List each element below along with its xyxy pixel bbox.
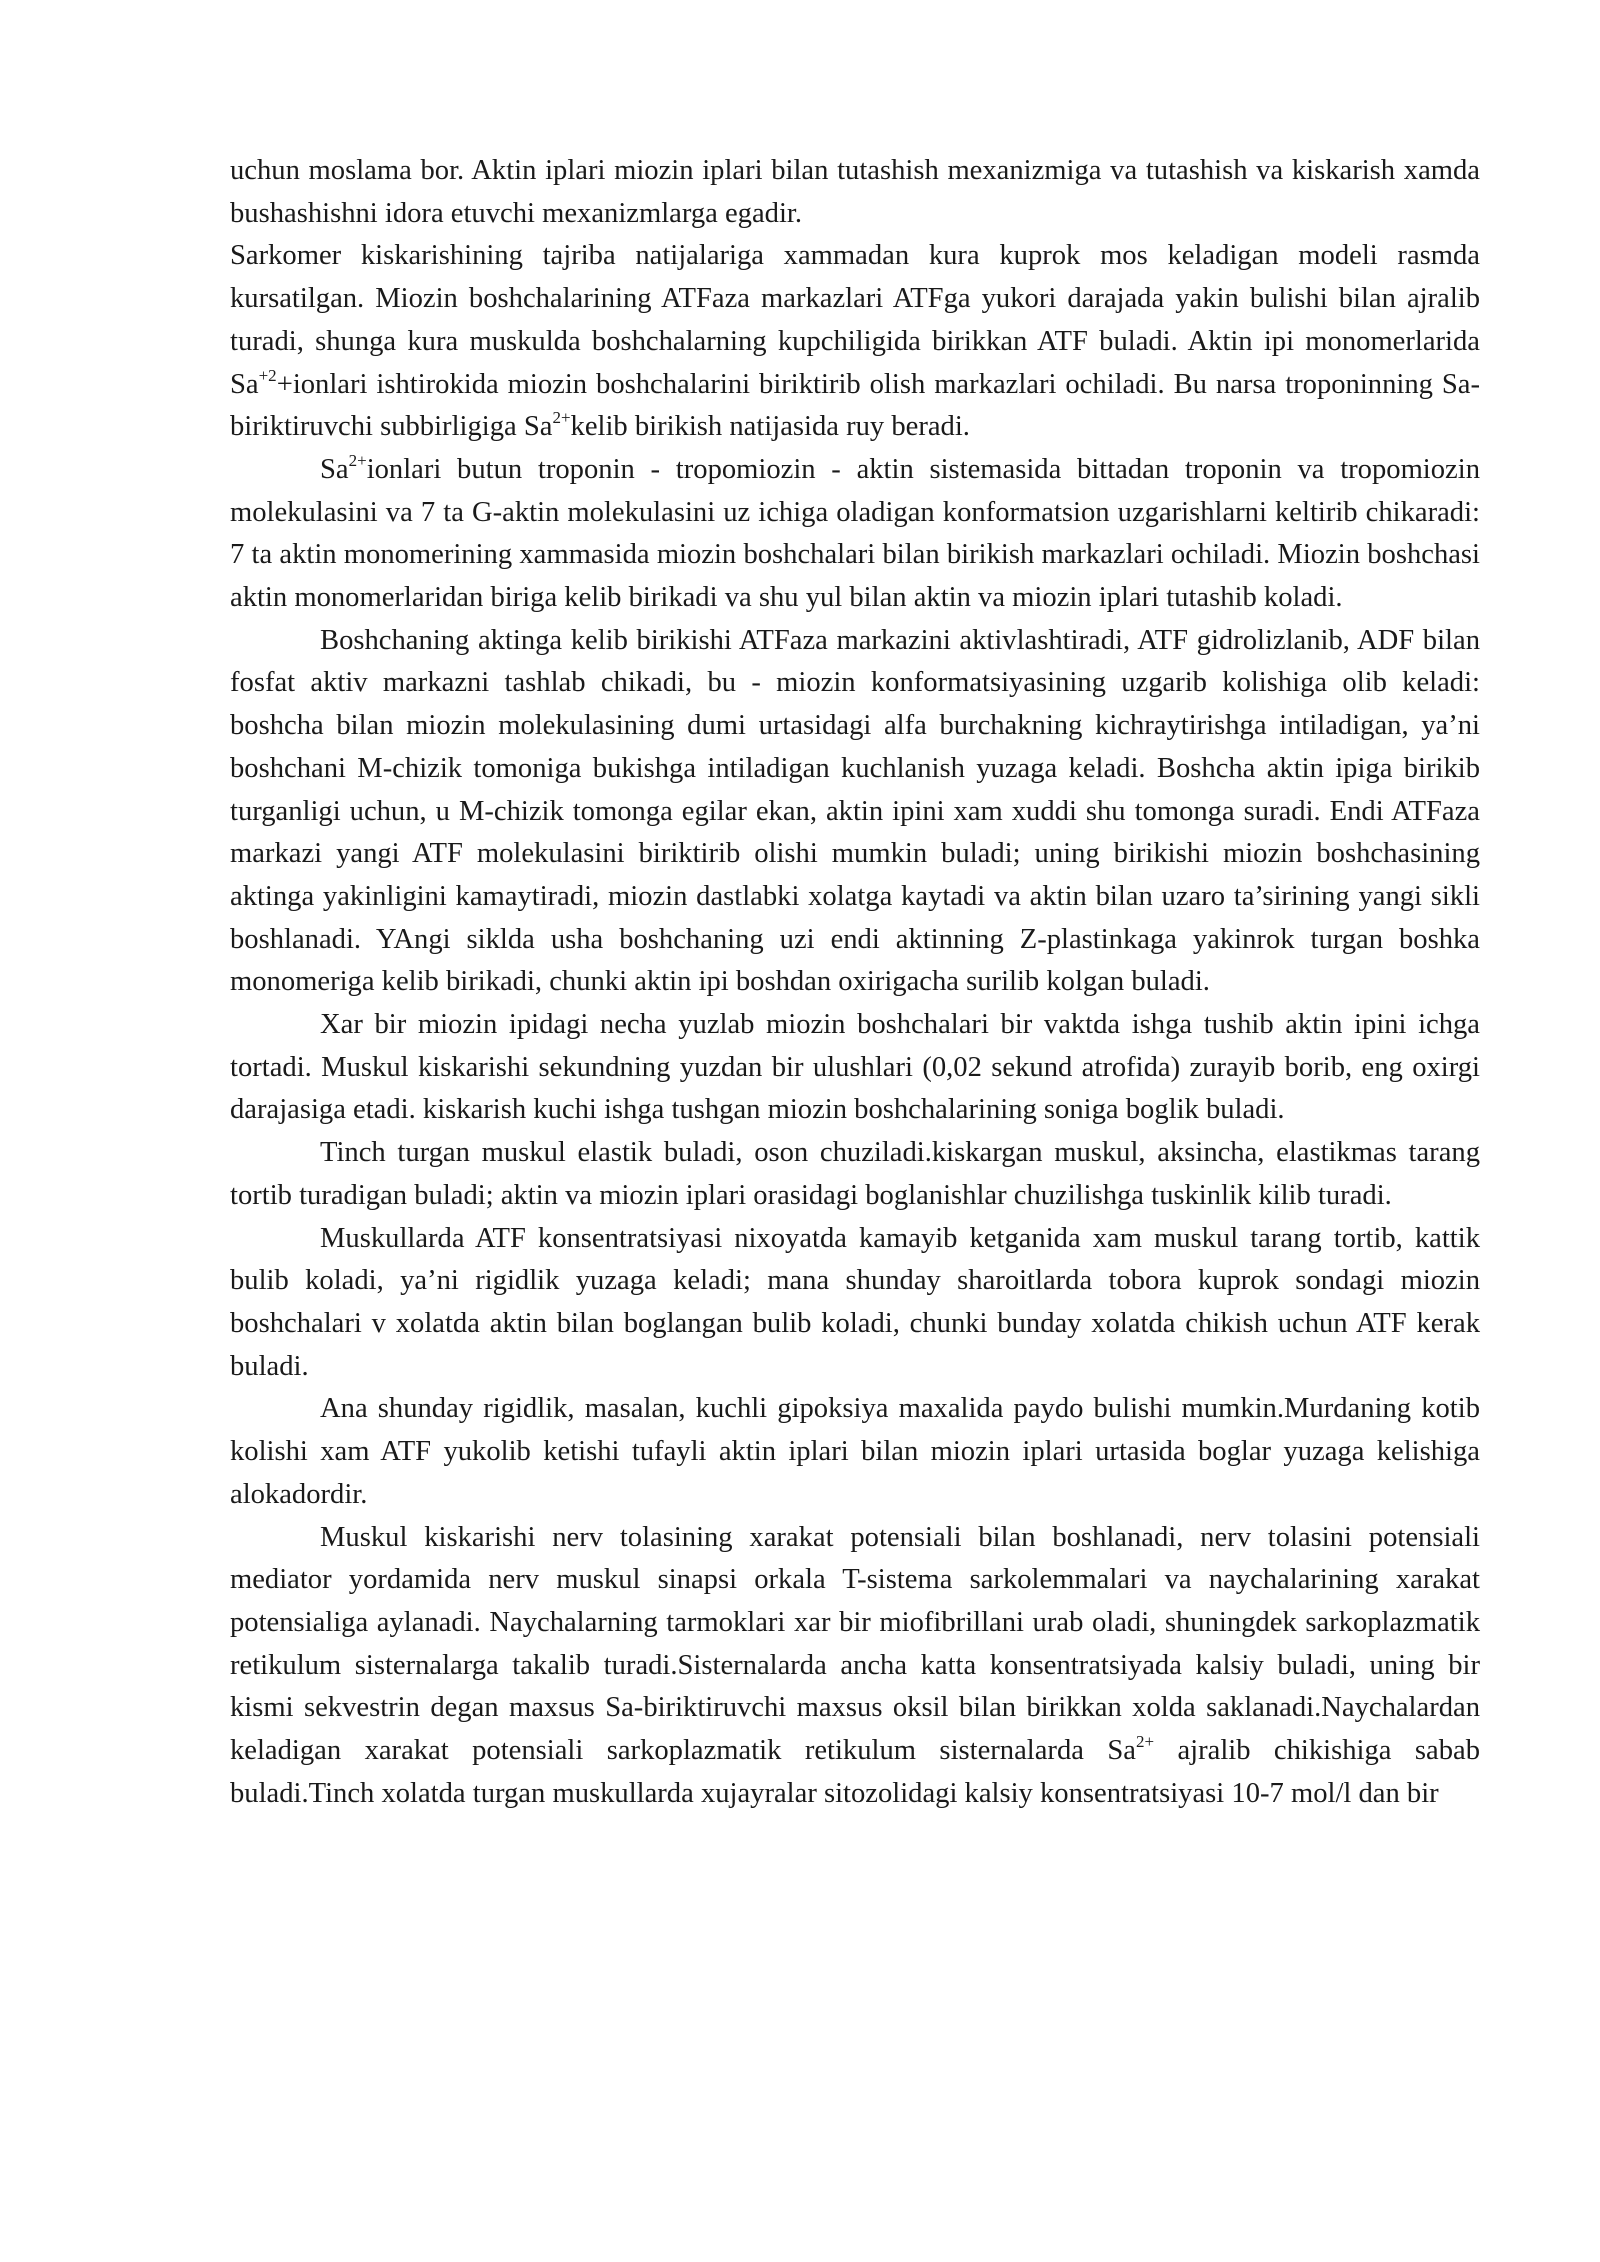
document-page (230, 150, 1480, 1815)
paragraph-2-text-a: Sarkomer kiskarishining tajriba natijalariga xammadan kura kuprok mos keladigan modeli rasmda kursatilgan. Miozin boshchalarining ATFaza markazlari ATFga yukori darajada yakin bulishi bilan ajralib turadi, shunga kura muskulda boshchalarning kupchiligida birikkan ATF buladi. Aktin ipi monomerlarida Sa (230, 240, 1480, 400)
paragraph-1 (230, 150, 1480, 235)
paragraph-5 (230, 1004, 1480, 1132)
paragraph-8-text: Ana shunday rigidlik, masalan, kuchli gipoksiya maxalida paydo bulishi mumkin.Murdaning kotib kolishi xam ATF yukolib ketishi tufayli aktin iplari bilan miozin iplari urtasida boglar yuzaga kelishiga alokadordir. (230, 1393, 1480, 1510)
superscript-charge: 2+ (552, 408, 571, 428)
paragraph-5-text: Xar bir miozin ipidagi necha yuzlab miozin boshchalari bir vaktda ishga tushib aktin ipini ichga tortadi. Muskul kiskarishi sekundning yuzdan bir ulushlari (0,02 sekund atrofida) zurayib borib, eng oxirgi darajasiga etadi. kiskarish kuchi ishga tushgan miozin boshchalarining soniga boglik buladi. (230, 1009, 1480, 1126)
superscript-charge: 2+ (1135, 1732, 1155, 1752)
superscript-charge: +2 (258, 365, 277, 385)
paragraph-3-text-a: Sa (320, 453, 349, 485)
paragraph-6 (230, 1132, 1480, 1217)
paragraph-2 (230, 235, 1480, 449)
paragraph-2-text-b: +ionlari ishtirokida miozin boshchalarini biriktirib olish markazlari ochiladi. Bu narsa troponinning Sa-biriktiruvchi subbirligiga Sa (230, 368, 1480, 443)
paragraph-9 (230, 1517, 1480, 1816)
paragraph-7-text: Muskullarda ATF konsentratsiyasi nixoyatda kamayib ketganida xam muskul tarang tortib, kattik bulib koladi, ya’ni rigidlik yuzaga keladi; mana shunday sharoitlarda tobora kuprok sondagi miozin boshchalari v xolatda aktin bilan boglangan bulib koladi, chunki bunday xolatda chikish uchun ATF kerak buladi. (230, 1222, 1480, 1382)
paragraph-4-text: Boshchaning aktinga kelib birikishi ATFaza markazini aktivlashtiradi, ATF gidrolizlanib, ADF bilan fosfat aktiv markazni tashlab chikadi, bu - miozin konformatsiyasining uzgarib kolishiga olib keladi: boshcha bilan miozin molekulasining dumi urtasidagi alfa burchakning kichraytirishga intiladigan, ya’ni boshchani M-chizik tomoniga bukishga intiladigan kuchlanish yuzaga keladi. Boshcha aktin ipiga birikib turganligi uchun, u M-chizik tomonga egilar ekan, aktin ipini xam xuddi shu tomonga suradi. Endi ATFaza markazi yangi ATF molekulasini biriktirib olishi mumkin buladi; uning birikishi miozin boshchasining aktinga yakinligini kamaytiradi, miozin dastlabki xolatga kaytadi va aktin bilan uzaro ta’sirining yangi sikli boshlanadi. YAngi siklda usha boshchaning uzi endi aktinning Z-plastinkaga yakinrok turgan boshka monomeriga kelib birikadi, chunki aktin ipi boshdan oxirigacha surilib kolgan buladi. (230, 624, 1480, 998)
paragraph-3-text-b: ionlari butun troponin - tropomiozin - aktin sistemasida bittadan troponin va tropomiozin molekulasini va 7 ta G-aktin molekulasini uz ichiga oladigan konformatsion uzgarishlarni keltirib chikaradi: 7 ta aktin monomerining xammasida miozin boshchalari bilan birikish markazlari ochiladi. Miozin boshchasi aktin monomerlaridan biriga kelib birikadi va shu yul bilan aktin va miozin iplari tutashib koladi. (230, 453, 1480, 614)
paragraph-8 (230, 1388, 1480, 1516)
paragraph-2-text-c: kelib birikish natijasida ruy beradi. (570, 411, 970, 443)
paragraph-6-text: Tinch turgan muskul elastik buladi, oson chuziladi.kiskargan muskul, aksincha, elastikmas tarang tortib turadigan buladi; aktin va miozin iplari orasidagi boglanishlar chuzilishga tuskinlik kilib turadi. (230, 1137, 1480, 1211)
paragraph-7 (230, 1218, 1480, 1389)
paragraph-9-text-a: Muskul kiskarishi nerv tolasining xarakat potensiali bilan boshlanadi, nerv tolasini potensiali mediator yordamida nerv muskul sinapsi orkala T-sistema sarkolemmalari va naychalarining xarakat potensialiga aylanadi. Naychalarning tarmoklari xar bir miofibrillani urab oladi, shuningdek sarkoplazmatik retikulum sisternalarga takalib turadi.Sisternalarda ancha katta konsentratsiyada kalsiy buladi, uning bir kismi sekvestrin degan maxsus Sa-biriktiruvchi maxsus oksil bilan birikkan xolda saklanadi.Naychalardan keladigan xarakat potensiali sarkoplazmatik retikulum sisternalarda Sa (230, 1521, 1480, 1767)
paragraph-9-text-b: ajralib chikishiga sabab buladi.Tinch xolatda turgan muskullarda xujayralar sitozolidagi kalsiy konsentratsiyasi 10-7 mol/l dan bir (230, 1735, 1480, 1809)
paragraph-3 (230, 449, 1480, 620)
paragraph-4 (230, 620, 1480, 1004)
superscript-charge: 2+ (348, 450, 367, 470)
paragraph-1-text: uchun moslama bor. Aktin iplari miozin iplari bilan tutashish mexanizmiga va tutashish va kiskarish xamda bushashishni idora etuvchi mexanizmlarga egadir. (230, 155, 1480, 229)
